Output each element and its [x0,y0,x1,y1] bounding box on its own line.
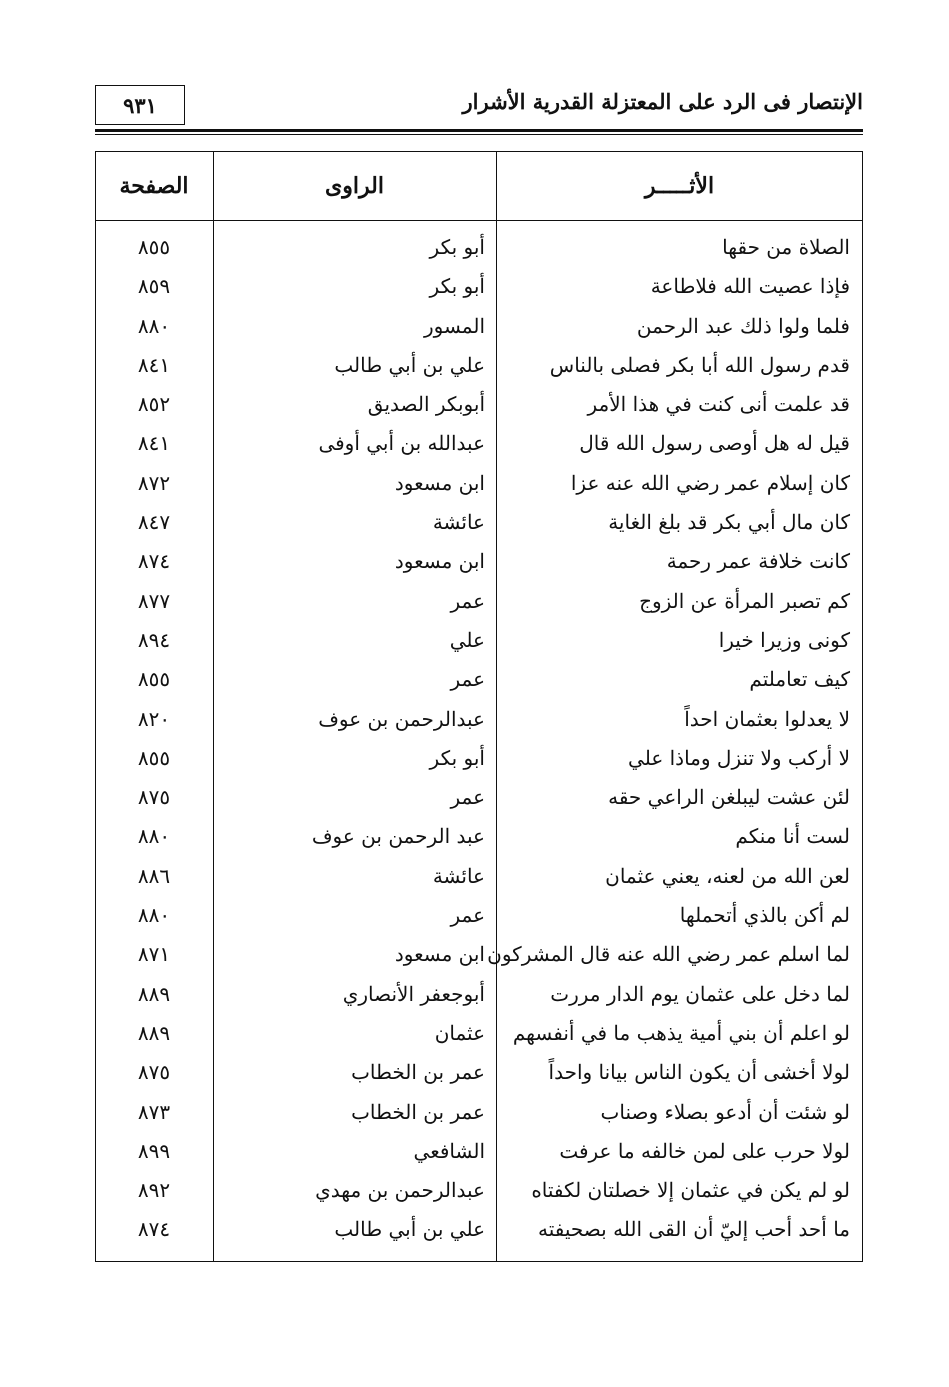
table-row [96,503,862,542]
page-cell: ٨٥٥ [137,745,171,770]
athar-cell: كونى وزيرا خيرا [718,627,850,652]
table-row [96,464,862,503]
athar-cell: قد علمت أنى كنت في هذا الأمر [587,392,850,417]
rawi-cell: أبوجعفر الأنصاري [342,981,485,1006]
table-row [96,1053,862,1092]
table-row [96,660,862,699]
page-cell: ٨٧٣ [137,1099,171,1124]
athar-cell: لست أنا منكم [735,824,850,849]
rawi-cell: أبو بكر [429,745,485,770]
rawi-cell: عبدالله بن أبي أوفى [318,431,485,456]
rawi-cell: عائشة [432,510,485,535]
page-cell: ٨٤٧ [137,510,171,535]
rawi-cell: عبدالرحمن بن عوف [318,706,485,731]
page-header [95,85,863,129]
table-row [96,228,862,267]
athar-cell: لو لم يكن في عثمان إلا خصلتان لكفتاه [531,1178,850,1203]
athar-cell: فإذا عصيت الله فلاطاعة [650,274,850,299]
athar-cell: لولا أخشى أن يكون الناس بيانا واحداً [548,1060,850,1085]
page-cell: ٨٧٥ [137,1060,171,1085]
rawi-cell: علي بن أبي طالب [334,352,485,377]
book-title: الإنتصار فى الرد على المعتزلة القدرية الأشرار [462,89,863,114]
page-cell: ٨٨٠ [137,313,171,338]
athar-cell: لم أكن بالذي أتحملها [679,903,850,928]
athar-cell: لئن عشت ليبلغن الراعي حقه [608,785,850,810]
athar-cell: كم تصبر المرأة عن الزوج [639,588,850,613]
table-header [96,152,862,221]
rawi-cell: أبوبكر الصديق [367,392,485,417]
athar-cell: لما دخل على عثمان يوم الدار مررت [550,981,850,1006]
table-body [96,228,862,1250]
page-cell: ٨٧٤ [137,549,171,574]
table-row [96,739,862,778]
page-cell: ٨٤١ [137,352,171,377]
page-cell: ٨٨٠ [137,903,171,928]
rawi-cell: أبو بكر [429,235,485,259]
rawi-cell: عمر بن الخطاب [351,1060,485,1085]
page-cell: ٨٧٢ [137,470,171,495]
page-cell: ٨٧٥ [137,785,171,810]
rawi-cell: عمر [450,785,485,810]
athar-cell: لو اعلم أن بني أمية يذهب ما في أنفسهم [512,1020,850,1045]
table-row [96,346,862,385]
athar-cell: ما أحد أحب إليّ أن القى الله بصحيفته [537,1217,850,1242]
table-row [96,424,862,463]
rawi-cell: المسور [423,313,485,338]
table-row [96,267,862,306]
athar-cell: لا يعدلوا بعثمان احداً [684,706,850,731]
athar-cell: فلما ولوا ذلك عبد الرحمن [636,313,850,338]
page-cell: ٨٩٢ [137,1178,171,1203]
athar-index-table [95,151,863,1262]
page-cell: ٨٨٩ [137,981,171,1006]
column-header-athar: الأثـــــر [644,173,715,199]
table-row [96,700,862,739]
table-row [96,935,862,974]
athar-cell: الصلاة من حقها [722,235,850,259]
rawi-cell: علي [449,627,485,652]
column-header-rawi: الراوى [325,173,384,199]
page-cell: ٨٥٥ [137,667,171,692]
athar-cell: قيل له هل أوصى رسول الله قال [579,431,850,456]
rawi-cell: عمر [450,667,485,692]
rawi-cell: الشافعي [413,1138,485,1163]
table-row [96,896,862,935]
athar-cell: لما اسلم عمر رضي الله عنه قال المشركون [487,942,850,967]
page-cell: ٨٥٩ [137,274,171,299]
table-row [96,1132,862,1171]
table-row [96,778,862,817]
athar-cell: لولا حرب على لمن خالفه ما عرفت [559,1138,850,1163]
table-row [96,542,862,581]
table-row [96,1210,862,1249]
table-row [96,1014,862,1053]
page-cell: ٨٨٩ [137,1020,171,1045]
page-cell: ٨٩٤ [137,627,171,652]
rawi-cell: عبدالرحمن بن مهدي [315,1178,485,1203]
table-row [96,1093,862,1132]
table-row [96,621,862,660]
page-cell: ٨٨٠ [137,824,171,849]
rawi-cell: عائشة [432,863,485,888]
athar-cell: لو شئت أن أدعو بصلاء وصناب [600,1099,850,1124]
rawi-cell: ابن مسعود [394,470,485,495]
page-cell: ٨٧١ [137,942,171,967]
page-number: ٩٣١ [95,85,185,125]
page-cell: ٨٨٦ [137,863,171,888]
table-row [96,385,862,424]
table-row [96,1171,862,1210]
table-row [96,817,862,856]
rawi-cell: عمر [450,903,485,928]
rawi-cell: عبد الرحمن بن عوف [311,824,485,849]
athar-cell: كان إسلام عمر رضي الله عنه عزا [570,470,850,495]
page-cell: ٨٤١ [137,431,171,456]
athar-cell: كانت خلافة عمر رحمة [666,549,850,574]
rawi-cell: عمر [450,588,485,613]
athar-cell: قدم رسول الله أبا بكر فصلى بالناس [549,352,850,377]
athar-cell: كان مال أبي بكر قد بلغ الغاية [608,510,850,535]
page-cell: ٨٧٤ [137,1217,171,1242]
rawi-cell: عثمان [434,1020,485,1045]
rawi-cell: ابن مسعود [394,942,485,967]
rawi-cell: أبو بكر [429,274,485,299]
table-row [96,975,862,1014]
table-row [96,857,862,896]
rawi-cell: ابن مسعود [394,549,485,574]
rawi-cell: علي بن أبي طالب [334,1217,485,1242]
header-rule [95,129,863,132]
page-cell: ٨٩٩ [137,1138,171,1163]
column-header-page: الصفحة [119,173,189,199]
table-row [96,582,862,621]
table-row [96,307,862,346]
page-cell: ٨٥٢ [137,392,171,417]
athar-cell: كيف تعاملتم [749,667,850,692]
page-cell: ٨٧٧ [137,588,171,613]
athar-cell: لا أركب ولا تنزل وماذا علي [628,745,850,770]
page-cell: ٨٥٥ [137,235,171,259]
athar-cell: لعن الله من لعنه، يعني عثمان [605,863,850,888]
header-rule-thin [95,134,863,135]
page-cell: ٨٢٠ [137,706,171,731]
rawi-cell: عمر بن الخطاب [351,1099,485,1124]
